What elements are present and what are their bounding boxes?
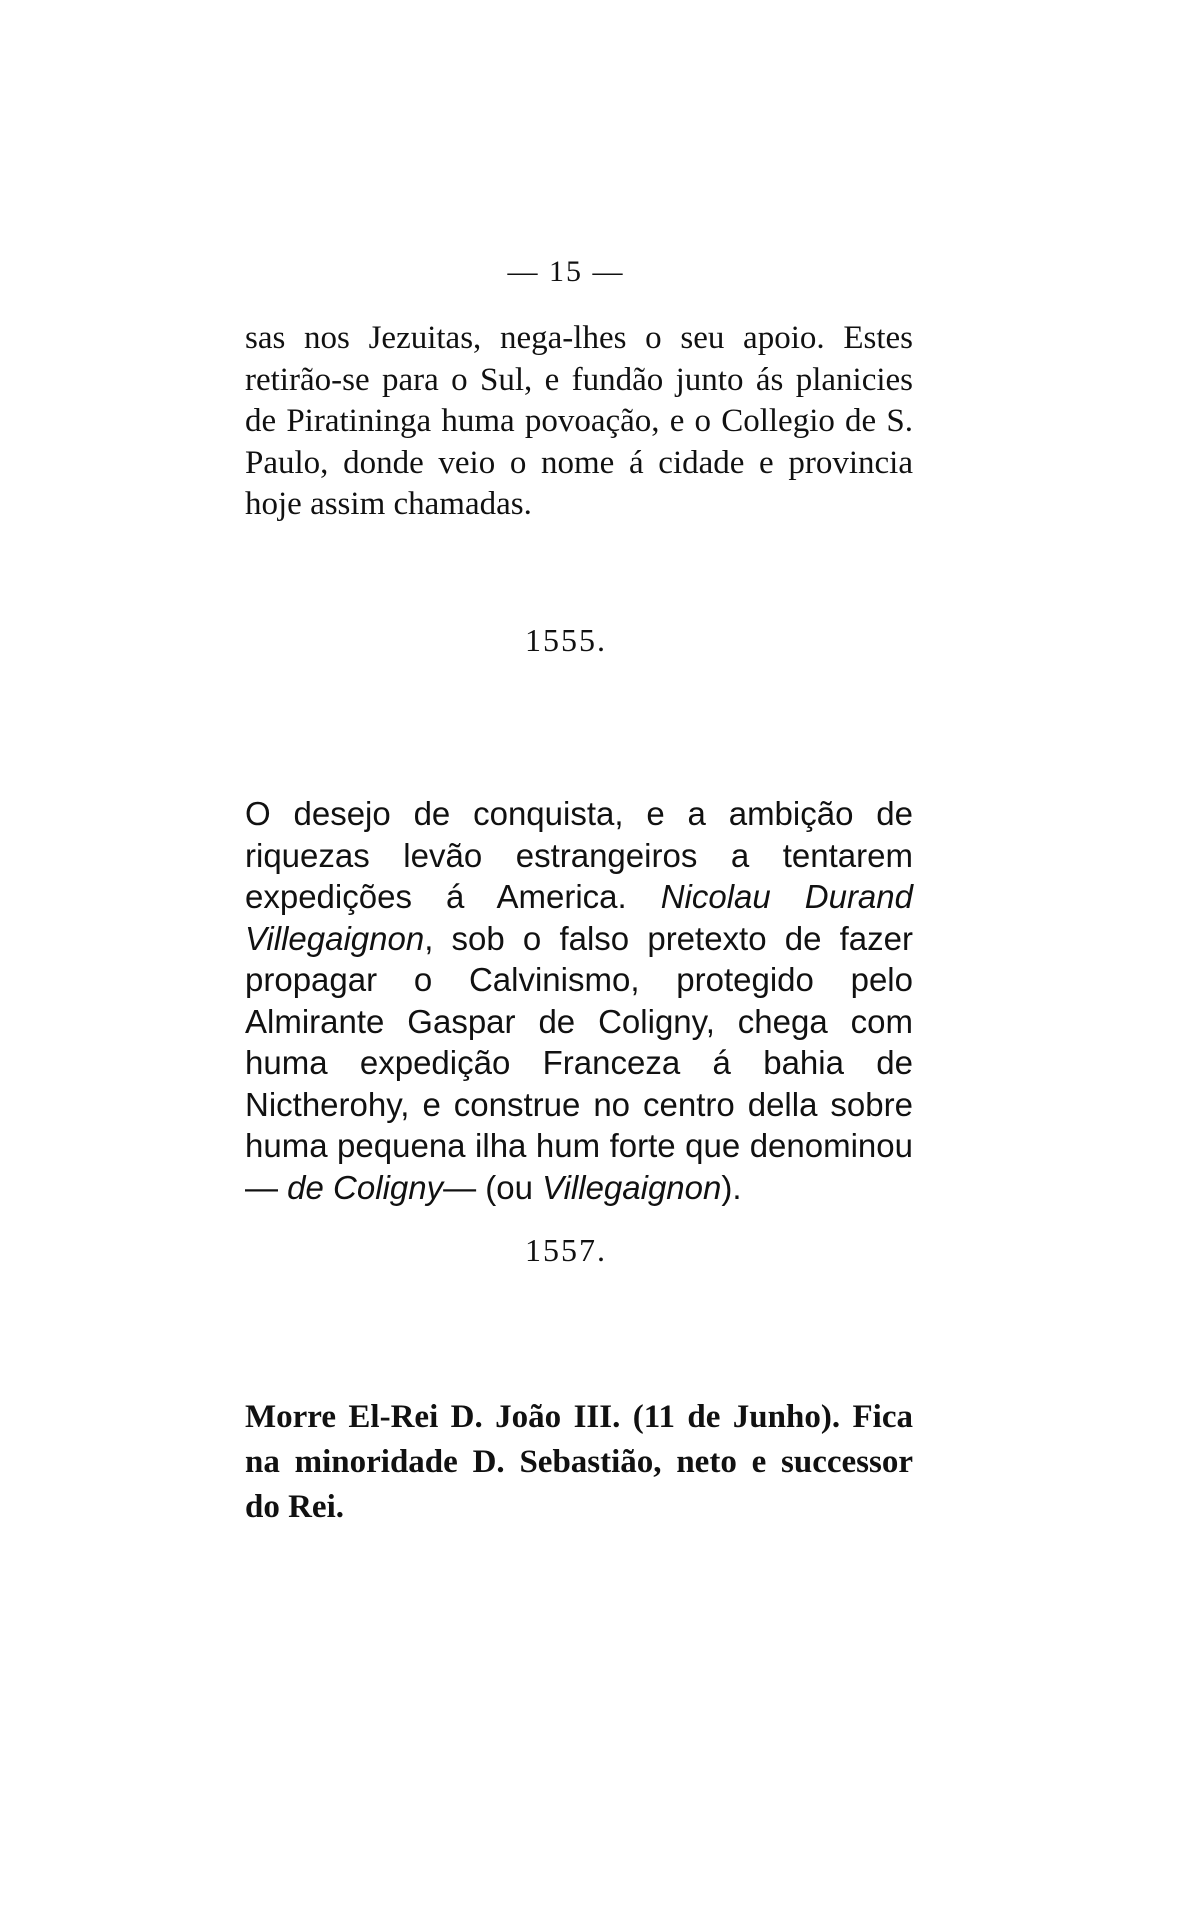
- villegaignon-name: Nicolau Durand Villegaignon: [245, 878, 913, 957]
- year-heading-1555: 1555.: [525, 622, 607, 658]
- entry-1555-text-d: ).: [721, 1168, 742, 1206]
- entry-1557-text: Morre El-Rei D. João III. (11 de Junho). Fica na minoridade D. Sebastião, neto e successor do Rei.: [245, 1399, 913, 1525]
- entry-1555: [245, 793, 913, 1208]
- intro-text: sas nos Jezuitas, nega-lhes o seu apoio. Estes retirão-se para o Sul, e fundão junto ás planicies de Piratininga huma povoação, e o Collegio de S. Paulo, donde veio o nome á cidade e provincia hoje assim chamadas.: [245, 320, 913, 522]
- entry-1557: [245, 1395, 913, 1530]
- entry-1555-text-a: O desejo de conquista, e a ambição de riquezas levão estrangeiros a tentarem expedições á America.: [245, 795, 913, 915]
- entry-1555-text-b: , sob o falso pretexto de fazer propagar o Calvinismo, protegido pelo Almirante Gaspar de Coligny, chega com huma expedição Franceza á bahia de Nictherohy, e construe no centro della sobre huma pequena ilha hum forte que denominou—: [245, 919, 913, 1206]
- fort-name-villegaignon: Villegaignon: [542, 1168, 722, 1206]
- intro-paragraph: [245, 318, 913, 526]
- entry-1555-paragraph: [245, 793, 913, 1208]
- entry-1555-text-c: — (ou: [443, 1168, 543, 1206]
- page-number: — 15 —: [507, 255, 625, 288]
- fort-name-coligny: de Coligny: [287, 1168, 444, 1206]
- year-heading-1557: 1557.: [525, 1232, 607, 1268]
